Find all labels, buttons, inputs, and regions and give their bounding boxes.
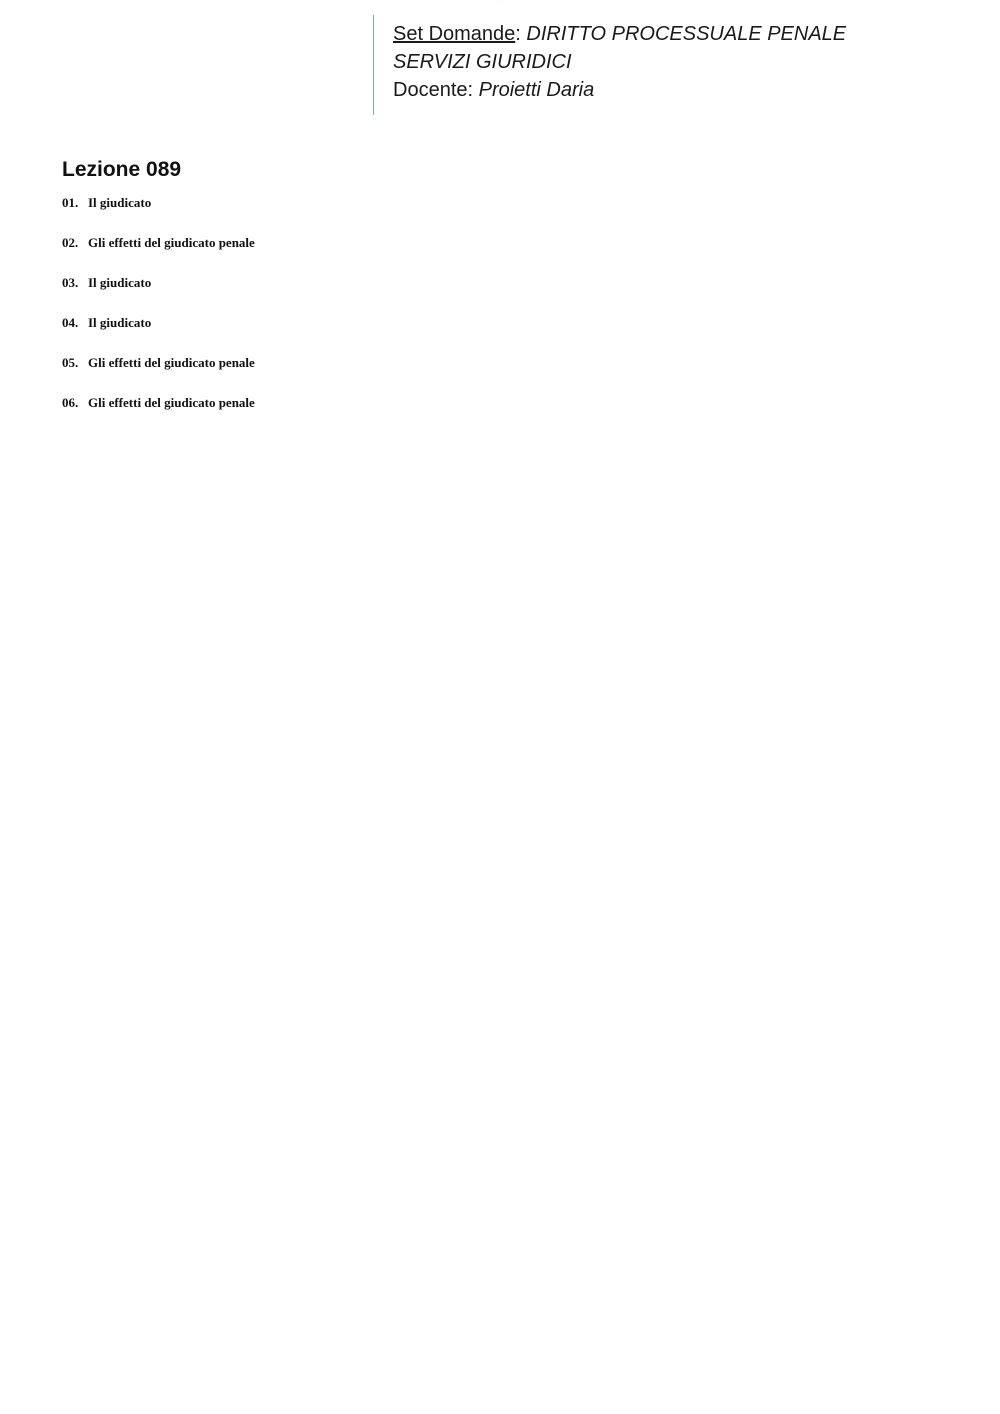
question-item xyxy=(62,235,255,275)
question-item xyxy=(62,355,255,395)
docente-line xyxy=(393,76,913,104)
question-item xyxy=(62,275,255,315)
question-text: Gli effetti del giudicato penale xyxy=(88,235,255,250)
question-text: Il giudicato xyxy=(88,315,152,330)
subject-line-1: DIRITTO PROCESSUALE PENALE xyxy=(526,23,847,45)
docente-label: Docente: xyxy=(393,79,479,101)
question-number: 04. xyxy=(62,315,79,330)
question-item xyxy=(62,195,255,235)
question-number: 02. xyxy=(62,235,79,250)
header-block xyxy=(373,15,913,115)
question-text: Il giudicato xyxy=(88,275,152,290)
question-item xyxy=(62,315,255,355)
set-separator: : xyxy=(515,23,527,45)
question-text: Gli effetti del giudicato penale xyxy=(88,355,255,370)
set-label: Set Domande xyxy=(393,23,516,45)
subject-line-2: SERVIZI GIURIDICI xyxy=(393,51,572,73)
question-item xyxy=(62,395,255,435)
top-mark: · · · · · · xyxy=(494,0,506,4)
question-number: 05. xyxy=(62,355,79,370)
question-number: 01. xyxy=(62,195,79,210)
question-text: Il giudicato xyxy=(88,195,152,210)
set-line xyxy=(393,20,913,48)
lesson-title: Lezione 089 xyxy=(62,158,182,181)
question-list xyxy=(62,195,255,435)
question-number: 03. xyxy=(62,275,79,290)
docente-name: Proietti Daria xyxy=(478,79,595,101)
question-number: 06. xyxy=(62,395,79,410)
question-text: Gli effetti del giudicato penale xyxy=(88,395,255,410)
